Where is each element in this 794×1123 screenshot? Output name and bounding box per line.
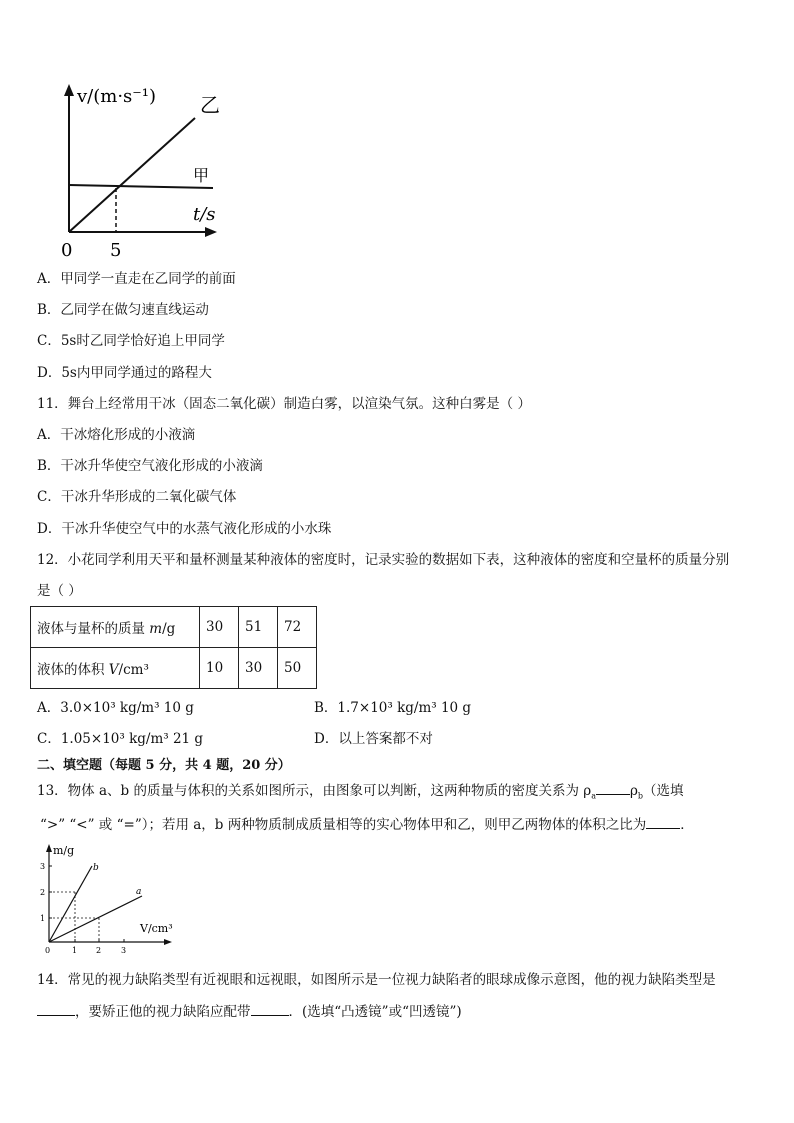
q11-stem: 11．舞台上经常用干冰（固态二氧化碳）制造白雾，以渲染气氛。这种白雾是（ ） (37, 396, 531, 412)
q11-option-c: C．干冰升华形成的二氧化碳气体 (37, 489, 237, 505)
origin-label: 0 (61, 240, 73, 261)
q12-stem-line2: 是（ ） (37, 583, 82, 599)
mass-volume-graph (36, 842, 186, 960)
y-axis-label: v/(m·s⁻¹) (77, 86, 157, 107)
q12-option-b: B．1.7×10³ kg/m³ 10 g (314, 700, 472, 716)
table-cell: 72 (278, 607, 317, 648)
table-row (31, 607, 317, 648)
q12-stem-line1: 12．小花同学利用天平和量杯测量某种液体的密度时，记录实验的数据如下表，这种液体的密度和空量杯的质量分别 (37, 552, 730, 568)
section-title: 二、填空题（每题 5 分，共 4 题，20 分） (37, 758, 291, 773)
y-tick-1: 1 (40, 914, 46, 923)
x-tick-1: 1 (72, 946, 78, 955)
table-row-header: 液体与量杯的质量 m/g (31, 607, 200, 648)
answer-blank-3[interactable] (37, 1002, 75, 1016)
label-jia: 甲 (193, 166, 210, 185)
q11-option-d: D．干冰升华使空气中的水蒸气液化形成的小水珠 (37, 521, 332, 537)
q12-option-d: D．以上答案都不对 (314, 731, 433, 747)
line-b-label: b (93, 863, 99, 873)
q13-line2: “>” “<” 或 “=”）；若用 a，b 两种物质制成质量相等的实心物体甲和乙，则甲乙两物体的体积之比为 ． (40, 817, 694, 833)
answer-blank-2[interactable] (646, 815, 680, 829)
x-axis-label: t/s (193, 204, 216, 225)
tick-5-label: 5 (110, 240, 122, 261)
q10-option-b: B．乙同学在做匀速直线运动 (37, 302, 209, 318)
line-a (49, 896, 142, 942)
table-cell: 30 (239, 648, 278, 689)
answer-blank-1[interactable] (596, 781, 630, 795)
table-row-header: 液体的体积 V/cm³ (31, 648, 200, 689)
q10-option-a: A．甲同学一直走在乙同学的前面 (37, 271, 236, 287)
table-cell: 51 (239, 607, 278, 648)
x-tick-0: 0 (45, 946, 51, 955)
table-cell: 30 (200, 607, 239, 648)
label-yi: 乙 (200, 93, 220, 117)
q10-option-c: C．5s时乙同学恰好追上甲同学 (37, 333, 225, 349)
line-jia (69, 185, 213, 188)
y-tick-3: 3 (40, 862, 46, 871)
table-cell: 50 (278, 648, 317, 689)
line-b (49, 866, 92, 942)
y-tick-2: 2 (40, 888, 46, 897)
q11-option-a: A．干冰熔化形成的小液滴 (37, 427, 196, 443)
y-axis-label: m/g (53, 844, 75, 857)
data-table (30, 606, 317, 689)
q13-line1: 13．物体 a、b 的质量与体积的关系如图所示，由图象可以判断，这两种物质的密度关系为 $\rho_a$ $\rho_b$（选填 (37, 783, 684, 801)
table-cell: 10 (200, 648, 239, 689)
q12-option-a: A．3.0×10³ kg/m³ 10 g (37, 700, 194, 716)
q14-line1: 14．常见的视力缺陷类型有近视眼和远视眼，如图所示是一位视力缺陷者的眼球成像示意图，他的视力缺陷类型是 (37, 972, 716, 988)
q14-line2: ，要矫正他的视力缺陷应配带 ．(选填“凸透镜”或“凹透镜”) (37, 1002, 462, 1021)
x-tick-3: 3 (121, 946, 127, 955)
line-yi (69, 118, 195, 232)
x-tick-2: 2 (96, 946, 102, 955)
x-axis-label: V/cm³ (140, 922, 173, 935)
q10-option-d: D．5s内甲同学通过的路程大 (37, 365, 212, 381)
q11-option-b: B．干冰升华使空气液化形成的小液滴 (37, 458, 263, 474)
table-row (31, 648, 317, 689)
velocity-time-graph (55, 82, 225, 262)
answer-blank-4[interactable] (251, 1002, 289, 1016)
q12-option-c: C．1.05×10³ kg/m³ 21 g (37, 731, 204, 747)
line-a-label: a (136, 887, 142, 897)
